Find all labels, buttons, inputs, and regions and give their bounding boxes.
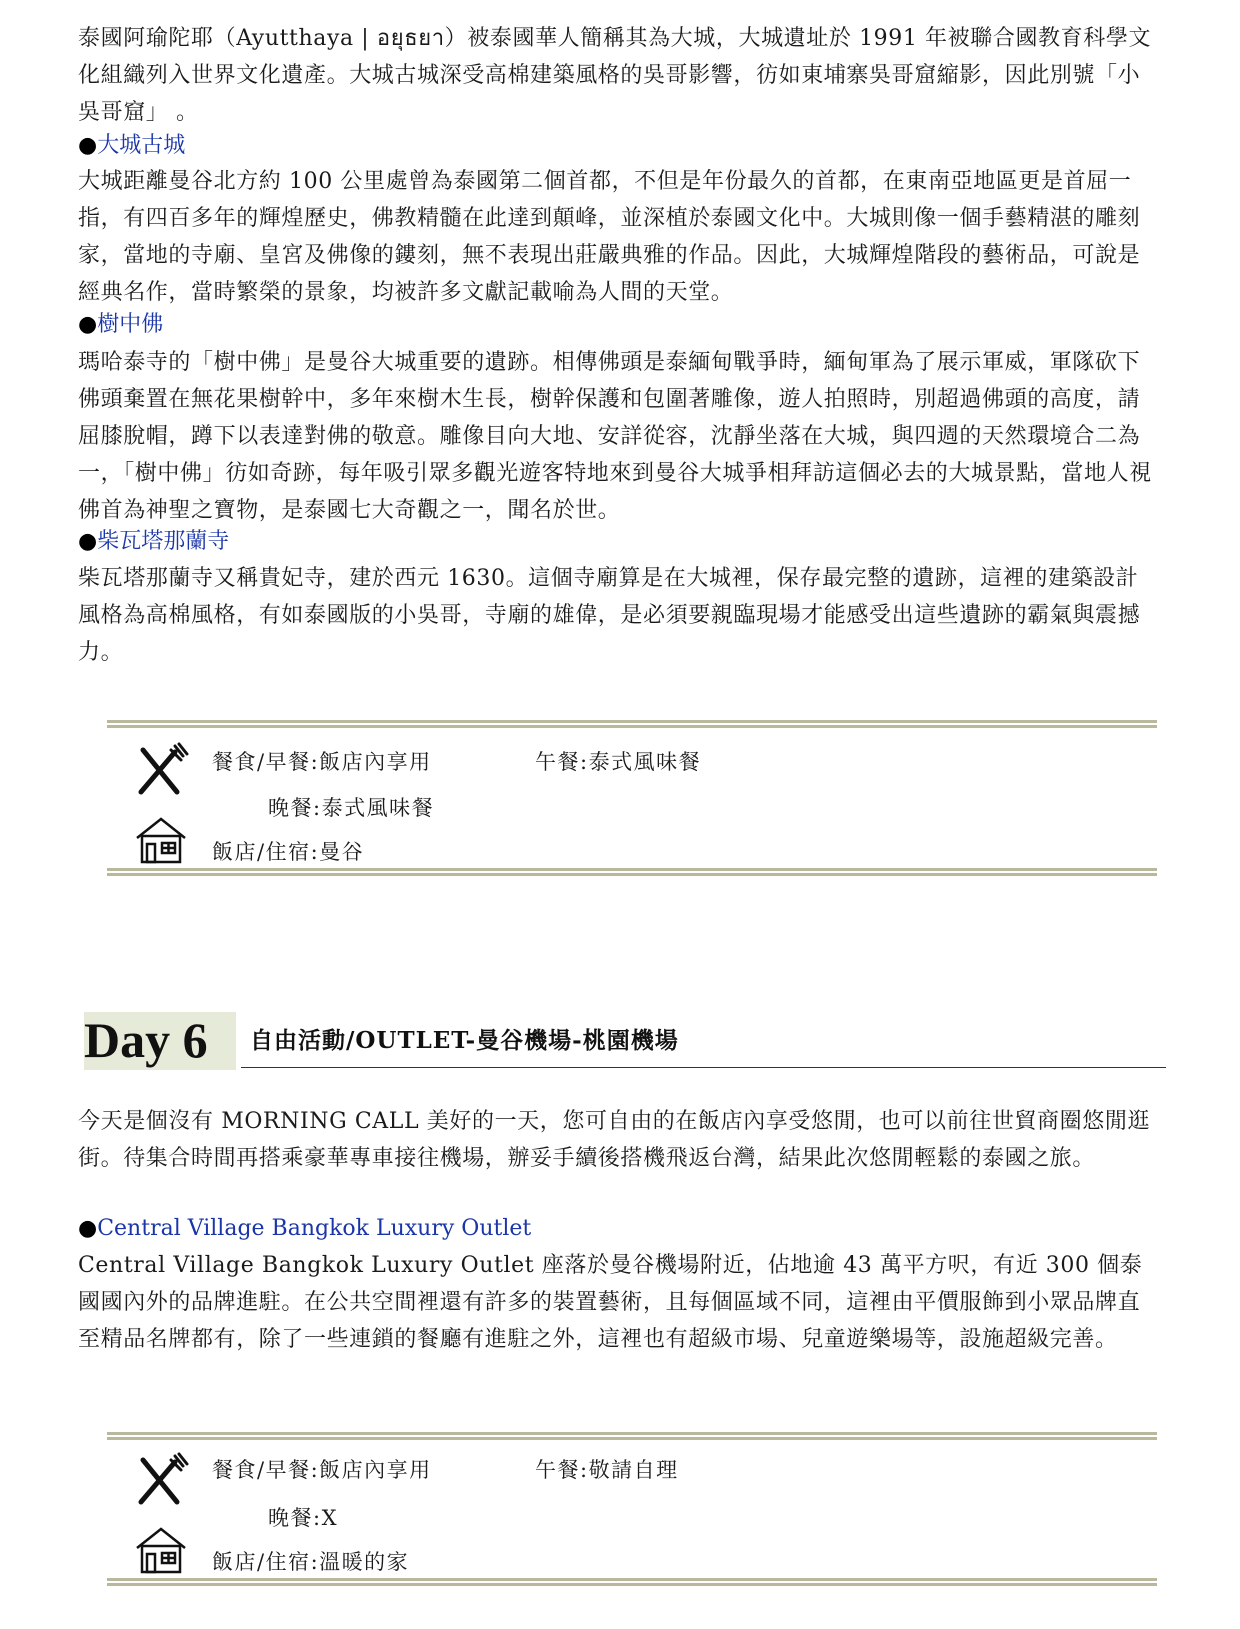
- breakfast-label: 餐食/早餐:飯店內享用: [212, 1458, 432, 1482]
- bullet-icon: ●: [78, 529, 98, 554]
- fork-knife-icon: [135, 1452, 191, 1508]
- divider: [107, 1432, 1157, 1440]
- day6-intro-paragraph: 今天是個沒有 MORNING CALL 美好的一天，您可自由的在飯店內享受悠閒，也可以前往世貿商圈悠閒逛街。待集合時間再搭乘豪華專車接往機場，辦妥手續後搭機飛返台灣，結果此次悠閒輕鬆的泰國之旅。: [78, 1109, 1151, 1171]
- house-icon: [135, 1526, 187, 1574]
- house-icon: [135, 816, 187, 864]
- section-body: 瑪哈泰寺的「樹中佛」是曼谷大城重要的遺跡。相傳佛頭是泰緬甸戰爭時，緬甸軍為了展示軍威，軍隊砍下佛頭棄置在無花果樹幹中，多年來樹木生長，樹幹保護和包圍著雕像，遊人拍照時，別超過佛頭的高度，請屈膝脫帽，蹲下以表達對佛的敬意。雕像目向大地、安詳從容，沈靜坐落在大城，與四週的天然環境合二為一，「樹中佛」彷如奇跡，每年吸引眾多觀光遊客特地來到曼谷大城爭相拜訪這個必去的大城景點，當地人視佛首為神聖之寶物，是泰國七大奇觀之一，聞名於世。: [78, 350, 1152, 523]
- hotel-label: 飯店/住宿:曼谷: [212, 840, 365, 864]
- section-body: 大城距離曼谷北方約 100 公里處曾為泰國第二個首都，不但是年份最久的首都，在東南亞地區更是首屈一指，有四百多年的輝煌歷史，佛教精髓在此達到顛峰，並深植於泰國文化中。大城則像一個手藝精湛的雕刻家，當地的寺廟、皇宮及佛像的鏤刻，無不表現出莊嚴典雅的作品。因此，大城輝煌階段的藝術品，可說是經典名作，當時繁榮的景象，均被許多文獻記載喻為人間的天堂。: [78, 169, 1141, 305]
- intro-paragraph: 泰國阿瑜陀耶（Ayutthaya | อยุธยา）被泰國華人簡稱其為大城，大城遺址於 1991 年被聯合國教育科學文化組織列入世界文化遺產。大城古城深受高棉建築風格的吳哥影響，彷如東埔寨吳哥窟縮影，因此別號「小吳哥窟」 。: [78, 26, 1152, 125]
- divider: [107, 868, 1157, 876]
- section-heading-central-village: [78, 1214, 531, 1244]
- lunch-label: 午餐:敬請自理: [535, 1458, 679, 1482]
- section-title: 柴瓦塔那蘭寺: [97, 529, 230, 554]
- breakfast-label: 餐食/早餐:飯店內享用: [212, 750, 432, 774]
- section-body: 柴瓦塔那蘭寺又稱貴妃寺，建於西元 1630。這個寺廟算是在大城裡，保存最完整的遺跡，這裡的建築設計風格為高棉風格，有如泰國版的小吳哥，寺廟的雄偉，是必須要親臨現場才能感受出這些遺跡的霸氣與震撼力。: [78, 566, 1141, 665]
- dinner-label: 晚餐:X: [268, 1506, 339, 1530]
- divider: [107, 1578, 1157, 1586]
- section-heading-tree-buddha: [78, 310, 163, 340]
- day-title: 自由活動/OUTLET-曼谷機場-桃園機場: [250, 1027, 679, 1054]
- day-title-underline: [241, 1067, 1166, 1068]
- section-heading-chaiwatthanaram: [78, 527, 229, 557]
- dinner-label: 晚餐:泰式風味餐: [268, 796, 435, 820]
- section-title: Central Village Bangkok Luxury Outlet: [97, 1216, 532, 1241]
- hotel-label: 飯店/住宿:溫暖的家: [212, 1550, 410, 1574]
- meal-box-day5: [107, 720, 1157, 880]
- section-heading-ayutthaya: [78, 131, 185, 161]
- bullet-icon: ●: [78, 312, 98, 337]
- bullet-icon: ●: [78, 1216, 98, 1241]
- section-title: 大城古城: [97, 133, 186, 158]
- fork-knife-icon: [135, 742, 191, 798]
- bullet-icon: ●: [78, 133, 98, 158]
- section-title: 樹中佛: [97, 312, 164, 337]
- meal-box-day6: [107, 1432, 1157, 1592]
- lunch-label: 午餐:泰式風味餐: [535, 750, 702, 774]
- section-body: Central Village Bangkok Luxury Outlet 座落於曼谷機場附近，佔地逾 43 萬平方呎，有近 300 個泰國國內外的品牌進駐。在公共空間裡還有許多的裝置藝術，且每個區域不同，這裡由平價服飾到小眾品牌直至精品名牌都有，除了一些連鎖的餐廳有進駐之外，這裡也有超級市場、兒童遊樂場等，設施超級完善。: [78, 1253, 1143, 1352]
- divider: [107, 720, 1157, 728]
- day-label: Day 6: [84, 1012, 208, 1068]
